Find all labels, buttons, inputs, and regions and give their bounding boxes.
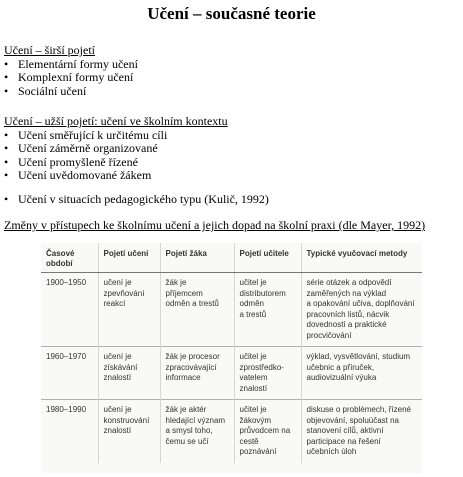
header-teaching-methods xyxy=(301,243,422,273)
header-period xyxy=(41,243,98,273)
cell-line: učení je xyxy=(103,405,132,414)
table-row xyxy=(41,347,422,400)
list-item: • Učení promyšleně řízené xyxy=(4,156,228,170)
cell-learning xyxy=(98,400,160,463)
cell-line: získávání xyxy=(103,362,138,372)
cell-line: cestě xyxy=(239,436,259,446)
cell-line: stanovení cílů, aktivní xyxy=(306,426,384,435)
table-header-row xyxy=(41,243,422,273)
list-item: • Učení záměrně organizované xyxy=(4,142,228,156)
cell-line: 1980–1990 xyxy=(46,405,87,414)
narrower-concept-list xyxy=(4,129,228,183)
cell-line: a smysl toho, xyxy=(165,426,213,435)
cell-line: konstruování xyxy=(103,415,150,425)
cell-line: vatelem xyxy=(239,373,268,382)
cell-line: odměn xyxy=(239,299,264,308)
cell-line: dovedností a praktické xyxy=(306,320,387,329)
broader-concept-list xyxy=(4,58,138,99)
cell-period xyxy=(41,273,98,347)
cell-line: 1900–1950 xyxy=(46,278,87,287)
cell-line: série otázek a odpovědí xyxy=(306,278,392,287)
cell-teacher xyxy=(234,347,301,400)
cell-line: poznávání xyxy=(239,447,277,456)
cell-pupil xyxy=(160,347,234,400)
cell-line: 1960–1970 xyxy=(46,352,87,361)
cell-line: výklad, vysvětlování, studium xyxy=(306,352,411,361)
list-item: • Učení směřující k určitému cíli xyxy=(4,129,228,143)
cell-line: hledající význam xyxy=(165,415,226,425)
cell-line: a opakování učiva, doplňování xyxy=(306,299,415,308)
cell-learning xyxy=(98,273,160,347)
cell-line: období xyxy=(46,259,73,268)
cell-line: učitel je xyxy=(239,352,267,361)
cell-line: Časové xyxy=(46,249,75,258)
cell-line: Typické vyučovací metody xyxy=(306,249,408,258)
table-row xyxy=(41,273,422,347)
cell-line: Pojetí učitele xyxy=(239,249,289,258)
approaches-table-image xyxy=(41,243,422,473)
cell-line: procvičování xyxy=(306,330,352,340)
broader-concept-section xyxy=(4,44,138,98)
cell-line: učení je xyxy=(103,278,132,287)
page-title: Učení – současné teorie xyxy=(147,4,316,23)
broader-concept-heading: Učení – širší pojetí xyxy=(4,43,95,57)
list-item: • Elementární formy učení xyxy=(4,58,138,72)
header-learning-concept xyxy=(98,243,160,273)
narrower-concept-section xyxy=(4,115,228,183)
approaches-table xyxy=(41,243,422,463)
cell-line: učitel je xyxy=(239,278,267,287)
list-item: • Komplexní formy učení xyxy=(4,71,138,85)
cell-line: zpracovávající xyxy=(165,362,217,372)
cell-pupil xyxy=(160,273,234,347)
cell-line: žák je xyxy=(165,278,187,287)
cell-line: učitel je xyxy=(239,405,267,414)
narrower-concept-heading: Učení – užší pojetí: učení ve školním kontextu xyxy=(4,114,228,128)
cell-line: znalostí xyxy=(239,383,268,393)
cell-line: pracovních listů, nácvik xyxy=(306,309,390,319)
cell-line: žákovým xyxy=(239,415,272,425)
list-item-kulic: • Učení v situacích pedagogického typu (Kulič, 1992) xyxy=(4,193,269,207)
cell-line: zaměřených na výklad xyxy=(306,288,387,298)
cell-line: Pojetí učení xyxy=(103,249,149,258)
table-row xyxy=(41,400,422,463)
cell-line: učebnic a příruček, xyxy=(306,362,375,372)
cell-line: příjemcem xyxy=(165,288,203,298)
list-item: • Učení uvědomované žákem xyxy=(4,169,228,183)
cell-line: žák je aktér xyxy=(165,405,207,414)
cell-line: znalostí xyxy=(103,426,132,435)
cell-line: participace na řešení xyxy=(306,436,381,446)
cell-line: zprostředko- xyxy=(239,362,284,372)
cell-line: čemu se učí xyxy=(165,436,209,446)
cell-line: a trestů xyxy=(239,309,267,319)
cell-teacher xyxy=(234,273,301,347)
header-pupil-concept xyxy=(160,243,234,273)
cell-line: objevování, spoluúčast na xyxy=(306,415,400,425)
cell-line: distributorem xyxy=(239,288,286,298)
cell-line: učení je xyxy=(103,352,132,361)
cell-line: audiovizuální výuka xyxy=(306,373,377,382)
cell-pupil xyxy=(160,400,234,463)
cell-line: průvodcem na xyxy=(239,426,291,435)
cell-methods xyxy=(301,347,422,400)
cell-teacher xyxy=(234,400,301,463)
cell-line: reakcí xyxy=(103,299,126,308)
list-item: • Sociální učení xyxy=(4,85,138,99)
cell-line: informace xyxy=(165,373,201,382)
cell-line: učebních úloh xyxy=(306,447,357,456)
cell-line: odměn a trestů xyxy=(165,299,219,308)
cell-methods xyxy=(301,400,422,463)
cell-line: Pojetí žáka xyxy=(165,249,207,258)
changes-heading: Změny v přístupech ke školnímu učení a jejich dopad na školní praxi (dle Mayer, 1992) xyxy=(4,218,426,232)
cell-line: diskuse o problémech, řízené xyxy=(306,405,411,414)
cell-period xyxy=(41,347,98,400)
cell-line: zpevňování xyxy=(103,288,145,298)
header-teacher-concept xyxy=(234,243,301,273)
cell-period xyxy=(41,400,98,463)
cell-line: znalostí xyxy=(103,373,132,382)
cell-line: žák je procesor xyxy=(165,352,220,361)
cell-learning xyxy=(98,347,160,400)
cell-methods xyxy=(301,273,422,347)
